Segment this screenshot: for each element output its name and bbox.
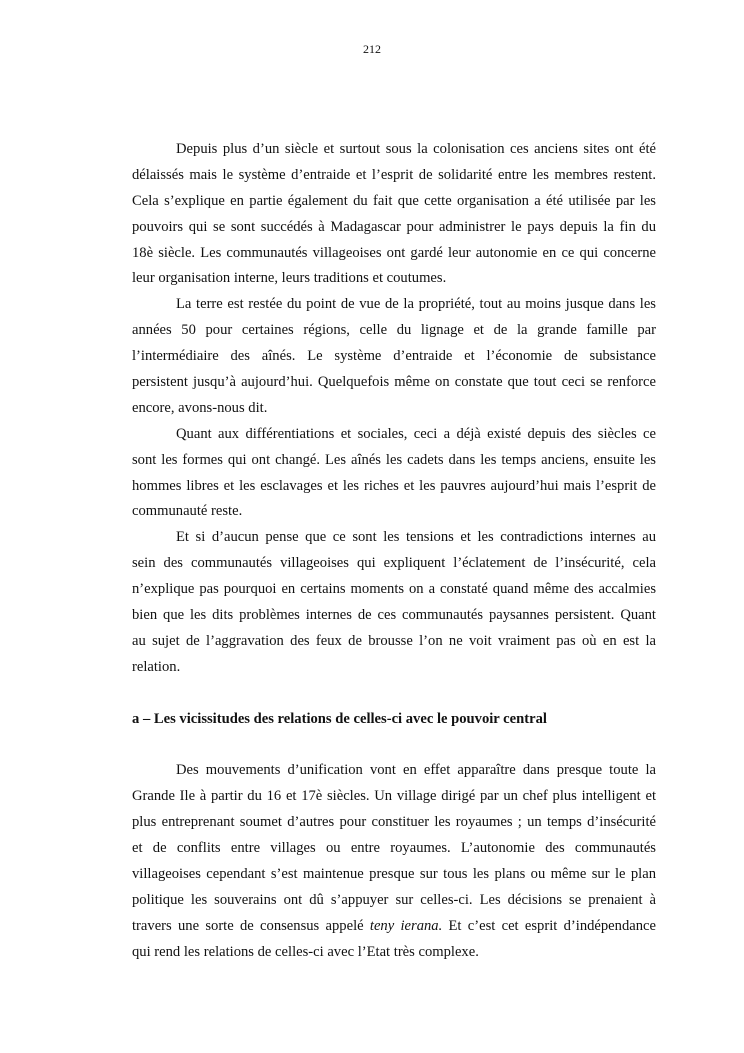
italic-term: teny ierana. — [369, 917, 443, 934]
paragraph — [132, 525, 656, 680]
text-line: délaissés mais le système d’entraide et l’esprit de solidarité entre les membres restent. — [132, 166, 656, 183]
text-line: plus entreprenant soumet d’autres pour constituer les royaumes ; un temps d’insécurité — [132, 814, 656, 831]
text-line — [132, 914, 656, 940]
text-segment: Et c’est cet esprit d’indépendance — [442, 917, 656, 934]
text-line: Et si d’aucun pense que ce sont les tensions et les contradictions internes au — [176, 529, 656, 546]
paragraph — [132, 292, 656, 421]
text-line: sont les formes qui ont changé. Les aînés les cadets dans les temps anciens, ensuite les — [132, 451, 656, 468]
text-line: 18è siècle. Les communautés villageoises ont gardé leur autonomie en ce qui concerne — [132, 244, 656, 261]
section-heading: a – Les vicissitudes des relations de celles-ci avec le pouvoir central — [132, 710, 547, 727]
text-line: La terre est restée du point de vue de la propriété, tout au moins jusque dans les — [176, 296, 656, 313]
blank-line — [132, 732, 656, 758]
paragraph — [132, 758, 656, 965]
text-line: Quant aux différentiations et sociales, ceci a déjà existé depuis des siècles ce — [176, 425, 656, 442]
text-line: encore, avons-nous dit. — [132, 399, 268, 416]
text-line: et de conflits entre villages ou entre royaumes. L’autonomie des communautés — [132, 840, 656, 857]
blank-line — [132, 681, 656, 707]
document-body — [132, 137, 656, 966]
text-segment: travers une sorte de consensus appelé — [132, 917, 370, 934]
text-line: bien que les dits problèmes internes de ces communautés paysannes persistent. Quant — [132, 607, 656, 624]
text-line: politique les souverains ont dû s’appuyer sur celles-ci. Les décisions se prenaient à — [132, 891, 656, 908]
text-line: pouvoirs qui se sont succédés à Madagascar pour administrer le pays depuis la fin du — [132, 218, 656, 235]
text-line: Depuis plus d’un siècle et surtout sous la colonisation ces anciens sites ont été — [176, 141, 656, 157]
text-line: Grande Ile à partir du 16 et 17è siècles. Un village dirigé par un chef plus intelligent et — [132, 788, 656, 805]
text-line: l’intermédiaire des aînés. Le système d’entraide et l’économie de subsistance — [132, 348, 656, 365]
text-line: relation. — [132, 658, 181, 675]
text-line: qui rend les relations de celles-ci avec l’Etat très complexe. — [132, 943, 479, 960]
text-line: n’explique pas pourquoi en certains moments on a constaté quand même des accalmies — [132, 581, 656, 598]
text-line: communauté reste. — [132, 503, 243, 520]
paragraph — [132, 422, 656, 526]
page-number: 212 — [363, 42, 381, 56]
text-line: Cela s’explique en partie également du fait que cette organisation a été utilisée par les — [132, 192, 656, 209]
paragraph — [132, 137, 656, 292]
text-line: au sujet de l’aggravation des feux de brousse l’on ne voit vraiment pas où en est la — [132, 632, 656, 649]
text-line: leur organisation interne, leurs traditions et coutumes. — [132, 270, 447, 287]
text-line: Des mouvements d’unification vont en effet apparaître dans presque toute la — [176, 762, 656, 779]
text-line: années 50 pour certaines régions, celle du lignage et de la grande famille par — [132, 322, 656, 339]
text-line: sein des communautés villageoises qui expliquent l’éclatement de l’insécurité, cela — [132, 555, 656, 572]
text-line: villageoises cependant s’est maintenue presque sur tous les plans ou même sur le plan — [132, 865, 656, 882]
text-line: hommes libres et les esclavages et les riches et les pauvres aujourd’hui mais l’esprit de — [132, 477, 656, 494]
text-line: persistent jusqu’à aujourd’hui. Quelquefois même on constate que tout ceci se renforce — [132, 374, 656, 391]
